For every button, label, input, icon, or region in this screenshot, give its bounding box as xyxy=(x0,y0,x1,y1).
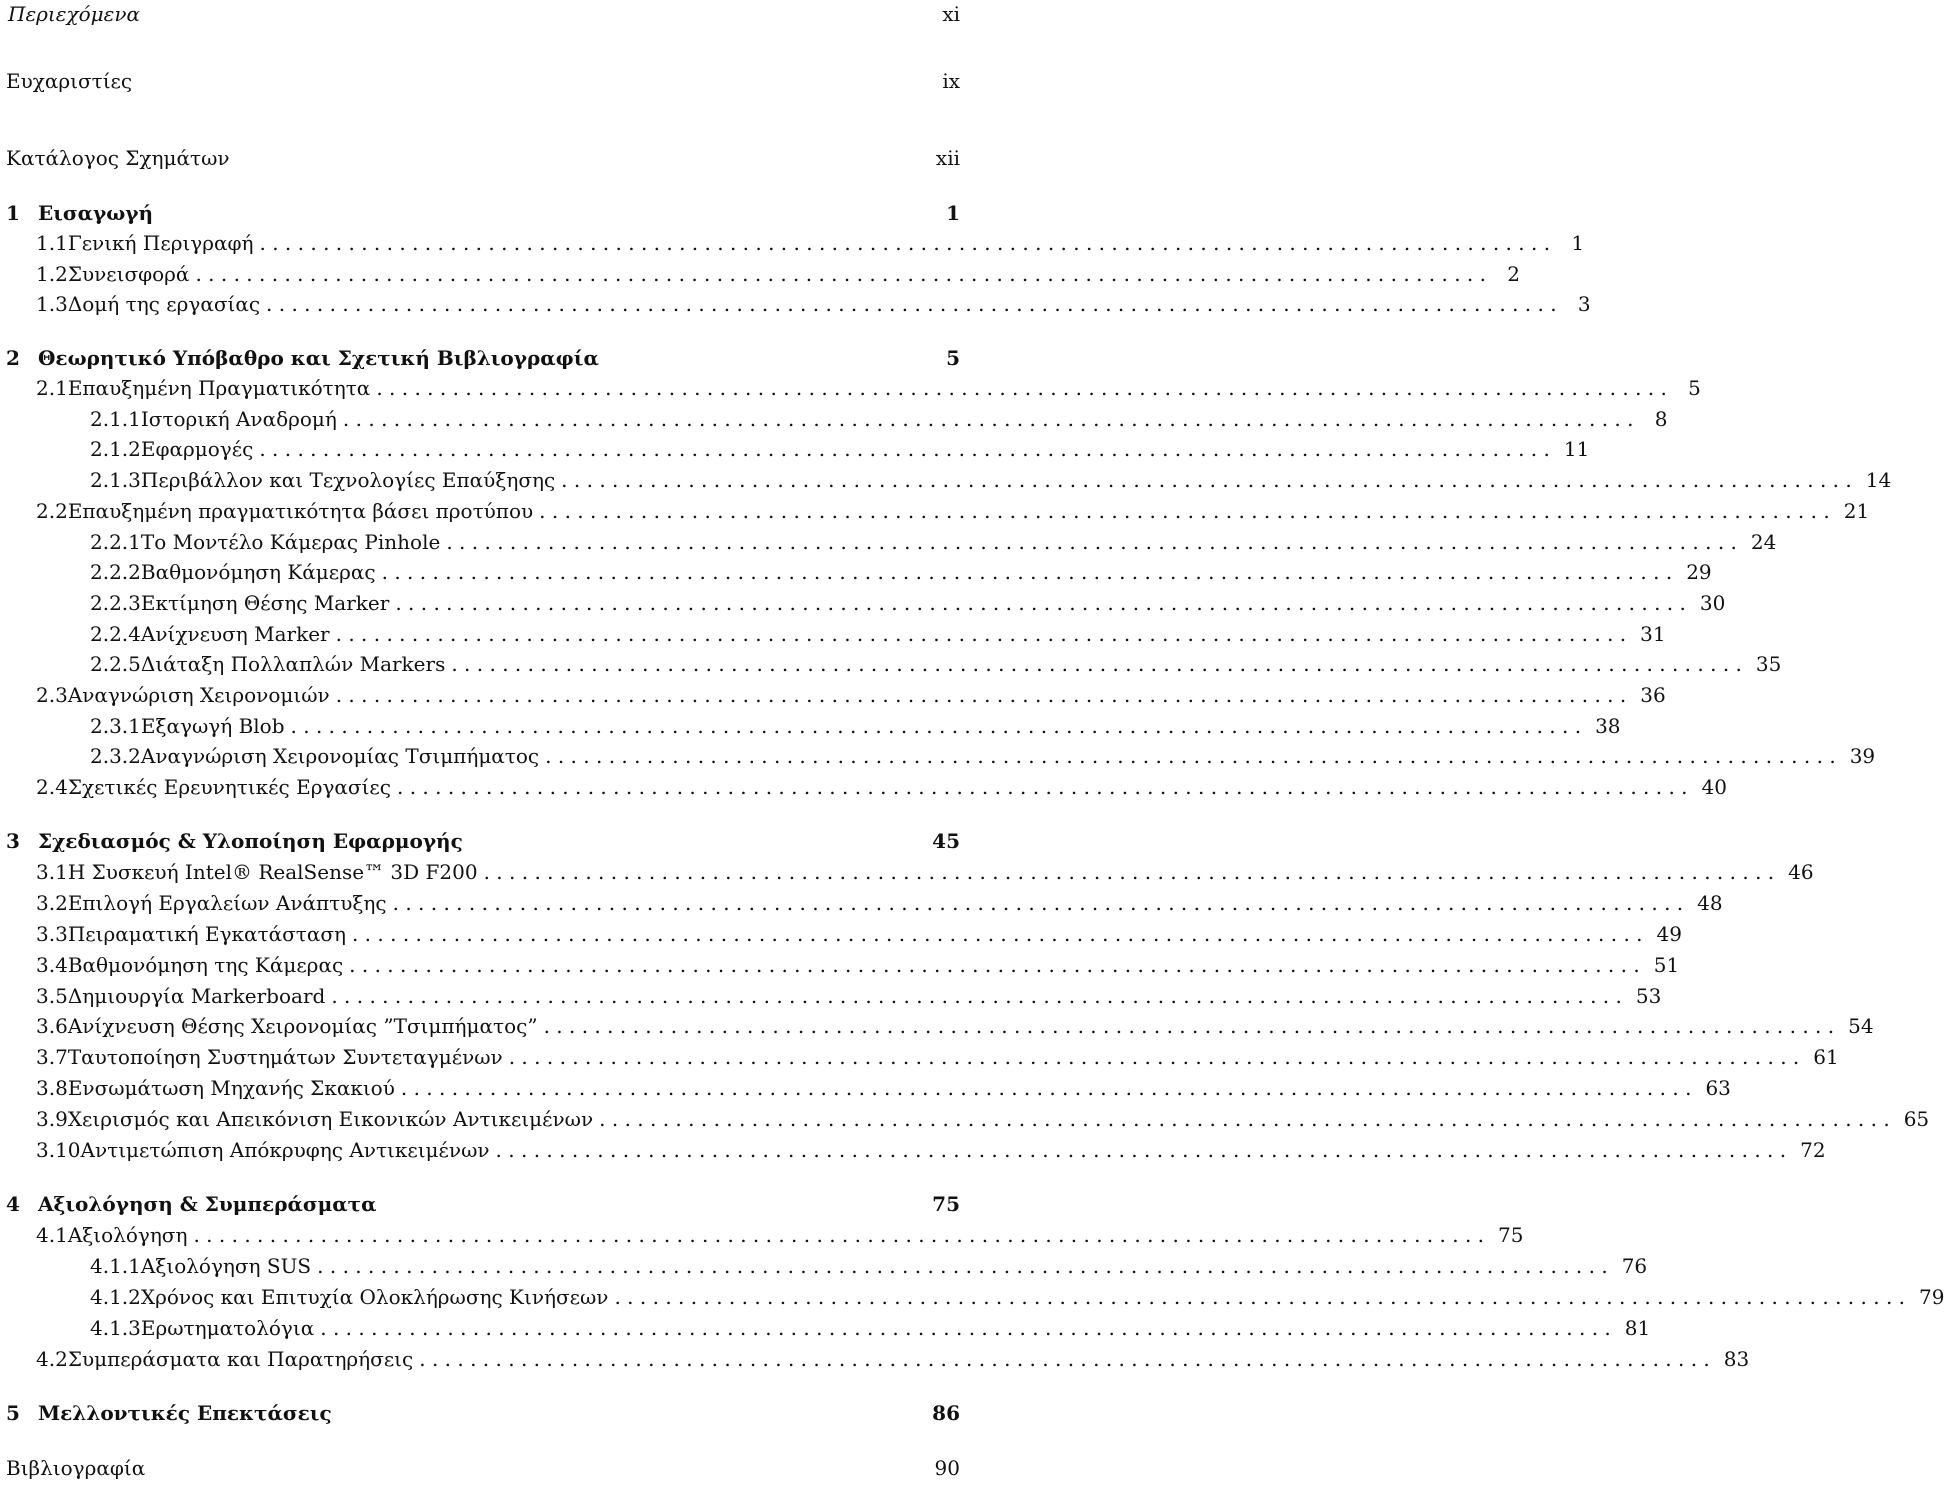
toc-entry-title: Διάταξη Πολλαπλών Markers xyxy=(140,652,446,676)
toc-entry-page: 35 xyxy=(1755,652,1782,676)
toc-entry-title: Βαθμονόμηση Κάμερας xyxy=(140,560,376,584)
toc-entry[interactable] xyxy=(0,859,1814,885)
toc-entry-page: 76 xyxy=(1621,1254,1648,1278)
toc-entry[interactable] xyxy=(0,713,1621,739)
toc-entry-title: Εφαρμογές xyxy=(140,437,254,461)
toc-leader-dots xyxy=(317,1253,1608,1279)
toc-entry-title: Εξαγωγή Blob xyxy=(140,714,285,738)
toc-entry[interactable] xyxy=(0,375,1701,401)
toc-entry[interactable] xyxy=(0,983,1662,1009)
toc-entry-title: Σχεδιασμός & Υλοποίηση Εφαρμογής xyxy=(38,829,463,853)
toc-entry-title: Ανίχνευση Θέσης Χειρονομίας ”Τσιμπήματος” xyxy=(67,1014,538,1038)
toc-entry[interactable] xyxy=(0,559,1712,585)
toc-entry-title: Ευχαριστίες xyxy=(6,69,133,93)
toc-entry-title: Αξιολόγηση xyxy=(67,1223,188,1247)
toc-entry-number: 3.6 xyxy=(36,1014,68,1038)
toc-entry[interactable] xyxy=(0,921,1682,947)
toc-entry-page: 24 xyxy=(1750,530,1777,554)
toc-entry-page: 46 xyxy=(1788,860,1814,884)
toc-entry-number: 2.2.1 xyxy=(90,530,141,554)
toc-entry-number: 3 xyxy=(6,829,20,853)
toc-leader-dots xyxy=(320,1315,1611,1341)
toc-entry-page: 63 xyxy=(1705,1076,1731,1100)
toc-entry[interactable] xyxy=(0,1455,960,1481)
toc-entry-page: 36 xyxy=(1640,683,1666,707)
toc-entry-number: 1.1 xyxy=(36,231,68,255)
toc-leader-dots xyxy=(395,590,1686,616)
toc-entry-number: 2.1.2 xyxy=(90,437,141,461)
toc-entry-page: 39 xyxy=(1849,744,1876,768)
toc-entry[interactable] xyxy=(0,743,1876,769)
toc-entry-number: 4.1.3 xyxy=(90,1316,141,1340)
toc-leader-dots xyxy=(291,713,1582,739)
toc-entry-number: 1.2 xyxy=(36,262,68,286)
toc-entry-title: Η Συσκευή Intel® RealSense™ 3D F200 xyxy=(67,860,478,884)
toc-entry[interactable] xyxy=(0,1013,1874,1039)
toc-entry-title: Επιλογή Εργαλείων Ανάπτυξης xyxy=(67,891,387,915)
toc-entry-page: 5 xyxy=(946,346,960,370)
toc-entry-page: 14 xyxy=(1865,468,1892,492)
toc-entry-page: 8 xyxy=(1654,407,1668,431)
toc-entry-number: 5 xyxy=(6,1401,20,1425)
toc-entry[interactable] xyxy=(0,1075,1731,1101)
toc-entry[interactable] xyxy=(0,467,1892,493)
toc-entry-number: 4.2 xyxy=(36,1347,68,1371)
toc-entry-page: 45 xyxy=(932,829,960,853)
toc-leader-dots xyxy=(331,983,1622,1009)
toc-entry-number: 2.2 xyxy=(36,499,68,523)
toc-entry-title: Χρόνος και Επιτυχία Ολοκλήρωσης Κινήσεων xyxy=(140,1285,609,1309)
toc-leader-dots xyxy=(336,621,1627,647)
toc-entry[interactable] xyxy=(0,68,960,94)
toc-leader-dots xyxy=(382,559,1673,585)
toc-entry[interactable] xyxy=(0,952,1680,978)
toc-entry-number: 2.2.5 xyxy=(90,652,141,676)
toc-entry-title: Δημιουργία Markerboard xyxy=(67,984,326,1008)
toc-leader-dots xyxy=(614,1284,1905,1310)
toc-entry[interactable] xyxy=(0,1137,1826,1163)
toc-leader-dots xyxy=(484,859,1775,885)
toc-leader-dots xyxy=(193,1222,1484,1248)
toc-entry-page: 1 xyxy=(946,201,960,225)
toc-leader-dots xyxy=(352,921,1643,947)
toc-leader-dots xyxy=(451,651,1742,677)
toc-entry-title: Ανίχνευση Marker xyxy=(140,622,330,646)
toc-entry[interactable] xyxy=(0,774,1727,800)
toc-entry-title: Δομή της εργασίας xyxy=(67,292,261,316)
toc-entry-number: 2.3.1 xyxy=(90,714,141,738)
running-header-title: Περιεχόμενα xyxy=(8,2,141,26)
toc-leader-dots xyxy=(419,1346,1710,1372)
toc-entry-page: 83 xyxy=(1723,1347,1750,1371)
toc-entry-page: 3 xyxy=(1577,292,1591,316)
toc-entry-number: 2.3.2 xyxy=(90,744,141,768)
toc-leader-dots xyxy=(496,1137,1787,1163)
toc-entry-number: 2.4 xyxy=(36,775,68,799)
toc-entry[interactable] xyxy=(0,406,1668,432)
toc-entry-page: 81 xyxy=(1624,1316,1651,1340)
toc-entry[interactable] xyxy=(0,1315,1651,1341)
toc-entry-title: Πειραματική Εγκατάσταση xyxy=(67,922,346,946)
toc-entry-title: Αξιολόγηση & Συμπεράσματα xyxy=(38,1192,377,1216)
toc-entry-page: 5 xyxy=(1688,376,1701,400)
toc-entry[interactable] xyxy=(0,145,960,171)
toc-entry-page: 40 xyxy=(1701,775,1727,799)
toc-entry-number: 4 xyxy=(6,1192,20,1216)
toc-entry-page: 90 xyxy=(934,1456,960,1480)
toc-entry[interactable] xyxy=(0,1222,1524,1248)
toc-entry[interactable] xyxy=(0,828,960,854)
toc-entry-page: xii xyxy=(935,146,960,170)
toc-entry-title: Περιβάλλον και Τεχνολογίες Επαύξησης xyxy=(140,468,556,492)
toc-entry-number: 3.7 xyxy=(36,1045,68,1069)
toc-entry[interactable] xyxy=(0,590,1726,616)
toc-entry-number: 3.1 xyxy=(36,860,68,884)
toc-entry[interactable] xyxy=(0,651,1782,677)
toc-leader-dots xyxy=(599,1106,1890,1132)
toc-entry-number: 3.3 xyxy=(36,922,68,946)
toc-entry-page: 1 xyxy=(1571,231,1585,255)
toc-entry[interactable] xyxy=(0,1191,960,1217)
toc-entry-page: 48 xyxy=(1697,891,1723,915)
toc-entry-title: Επαυξημένη Πραγματικότητα xyxy=(67,376,371,400)
toc-entry-number: 4.1.2 xyxy=(90,1285,141,1309)
toc-entry-number: 2.2.2 xyxy=(90,560,141,584)
toc-entry-title: Ενσωμάτωση Μηχανής Σκακιού xyxy=(67,1076,395,1100)
toc-entry-title: Εκτίμηση Θέσης Marker xyxy=(140,591,390,615)
toc-entry-page: 86 xyxy=(932,1401,960,1425)
toc-entry-page: 31 xyxy=(1640,622,1666,646)
toc-entry-title: Αναγνώριση Χειρονομίας Τσιμπήματος xyxy=(140,744,540,768)
toc-entry-title: Συνεισφορά xyxy=(67,262,190,286)
toc-entry-title: Ερωτηματολόγια xyxy=(140,1316,315,1340)
toc-entry-number: 1 xyxy=(6,201,20,225)
toc-entry-page: 75 xyxy=(932,1192,960,1216)
toc-leader-dots xyxy=(509,1044,1800,1070)
toc-entry[interactable] xyxy=(0,1400,960,1426)
toc-leader-dots xyxy=(545,743,1836,769)
toc-entry-page: 53 xyxy=(1635,984,1662,1008)
toc-entry-page: ix xyxy=(942,69,960,93)
toc-entry-number: 3.10 xyxy=(36,1138,81,1162)
toc-leader-dots xyxy=(259,436,1550,462)
toc-leader-dots xyxy=(336,682,1627,708)
toc-leader-dots xyxy=(266,291,1557,317)
toc-entry-number: 2.1.3 xyxy=(90,468,141,492)
toc-entry[interactable] xyxy=(0,200,960,226)
toc-entry-page: 75 xyxy=(1498,1223,1524,1247)
toc-entry-number: 3.8 xyxy=(36,1076,68,1100)
toc-entry[interactable] xyxy=(0,261,1520,287)
toc-entry-number: 3.9 xyxy=(36,1107,68,1131)
toc-entry-number: 2.1 xyxy=(36,376,68,400)
toc-entry-title: Γενική Περιγραφή xyxy=(67,231,254,255)
toc-entry-page: 11 xyxy=(1563,437,1590,461)
toc-entry-title: Ιστορική Αναδρομή xyxy=(140,407,337,431)
toc-leader-dots xyxy=(446,529,1737,555)
toc-entry-page: 61 xyxy=(1813,1045,1839,1069)
toc-entry[interactable] xyxy=(0,1044,1839,1070)
toc-entry[interactable] xyxy=(0,1346,1750,1372)
toc-entry-title: Βαθμονόμηση της Κάμερας xyxy=(67,953,344,977)
toc-entry[interactable] xyxy=(0,230,1585,256)
toc-entry-title: Μελλοντικές Επεκτάσεις xyxy=(38,1401,332,1425)
toc-entry-number: 4.1 xyxy=(36,1223,68,1247)
toc-entry-number: 2.1.1 xyxy=(90,407,141,431)
toc-entry-number: 2.3 xyxy=(36,683,68,707)
toc-entry-title: Αναγνώριση Χειρονομιών xyxy=(67,683,330,707)
running-header xyxy=(8,0,960,28)
toc-leader-dots xyxy=(393,890,1684,916)
toc-entry[interactable] xyxy=(0,621,1666,647)
toc-entry-title: Το Μοντέλο Κάμερας Pinhole xyxy=(140,530,441,554)
toc-entry-title: Συμπεράσματα και Παρατηρήσεις xyxy=(67,1347,414,1371)
toc-entry-title: Ταυτοποίηση Συστημάτων Συντεταγμένων xyxy=(67,1045,503,1069)
toc-entry[interactable] xyxy=(0,529,1777,555)
toc-entry-page: 21 xyxy=(1843,499,1870,523)
toc-entry-title: Αξιολόγηση SUS xyxy=(140,1254,312,1278)
toc-entry[interactable] xyxy=(0,1106,1930,1132)
toc-entry-number: 2.2.3 xyxy=(90,591,141,615)
toc-leader-dots xyxy=(260,230,1551,256)
toc-entry-number: 3.5 xyxy=(36,984,68,1008)
toc-entry-number: 2.2.4 xyxy=(90,622,141,646)
toc-entry-page: 29 xyxy=(1686,560,1712,584)
toc-entry-title: Κατάλογος Σχημάτων xyxy=(6,146,230,170)
toc-entry[interactable] xyxy=(0,436,1590,462)
toc-entry[interactable] xyxy=(0,291,1591,317)
toc-entry-title: Επαυξημένη πραγματικότητα βάσει προτύπου xyxy=(67,499,534,523)
toc-entry-title: Σχετικές Ερευνητικές Εργασίες xyxy=(67,775,391,799)
toc-leader-dots xyxy=(397,774,1688,800)
toc-entry-page: 51 xyxy=(1653,953,1680,977)
toc-entry-page: 30 xyxy=(1699,591,1726,615)
toc-entry-title: Θεωρητικό Υπόβαθρο και Σχετική Βιβλιογραφία xyxy=(38,346,599,370)
toc-entry-title: Αντιμετώπιση Απόκρυφης Αντικειμένων xyxy=(80,1138,490,1162)
toc-entry-page: 65 xyxy=(1903,1107,1930,1131)
toc-entry-page: 38 xyxy=(1595,714,1621,738)
toc-leader-dots xyxy=(343,406,1634,432)
toc-entry-page: 54 xyxy=(1848,1014,1874,1038)
toc-entry[interactable] xyxy=(0,498,1870,524)
toc-leader-dots xyxy=(195,261,1486,287)
toc-entry-page: 2 xyxy=(1507,262,1520,286)
toc-entry[interactable] xyxy=(0,1284,1944,1310)
toc-entry[interactable] xyxy=(0,682,1666,708)
toc-entry-number: 3.2 xyxy=(36,891,68,915)
toc-entry-title: Βιβλιογραφία xyxy=(6,1456,146,1480)
toc-leader-dots xyxy=(544,1013,1835,1039)
toc-entry[interactable] xyxy=(0,890,1723,916)
running-header-page: xi xyxy=(942,2,960,26)
toc-entry-number: 3.4 xyxy=(36,953,68,977)
toc-entry-page: 49 xyxy=(1656,922,1682,946)
toc-entry-page: 72 xyxy=(1800,1138,1826,1162)
toc-entry-number: 1.3 xyxy=(36,292,68,316)
toc-entry-number: 4.1.1 xyxy=(90,1254,141,1278)
toc-entry-title: Εισαγωγή xyxy=(38,201,154,225)
toc-leader-dots xyxy=(561,467,1852,493)
toc-entry[interactable] xyxy=(0,1253,1648,1279)
toc-entry-title: Χειρισμός και Απεικόνιση Εικονικών Αντικειμένων xyxy=(67,1107,594,1131)
toc-leader-dots xyxy=(539,498,1830,524)
toc-entry-number: 2 xyxy=(6,346,20,370)
toc-leader-dots xyxy=(401,1075,1692,1101)
toc-entry[interactable] xyxy=(0,345,960,371)
toc-leader-dots xyxy=(376,375,1667,401)
toc-leader-dots xyxy=(349,952,1640,978)
toc-entry-page: 79 xyxy=(1919,1285,1944,1309)
